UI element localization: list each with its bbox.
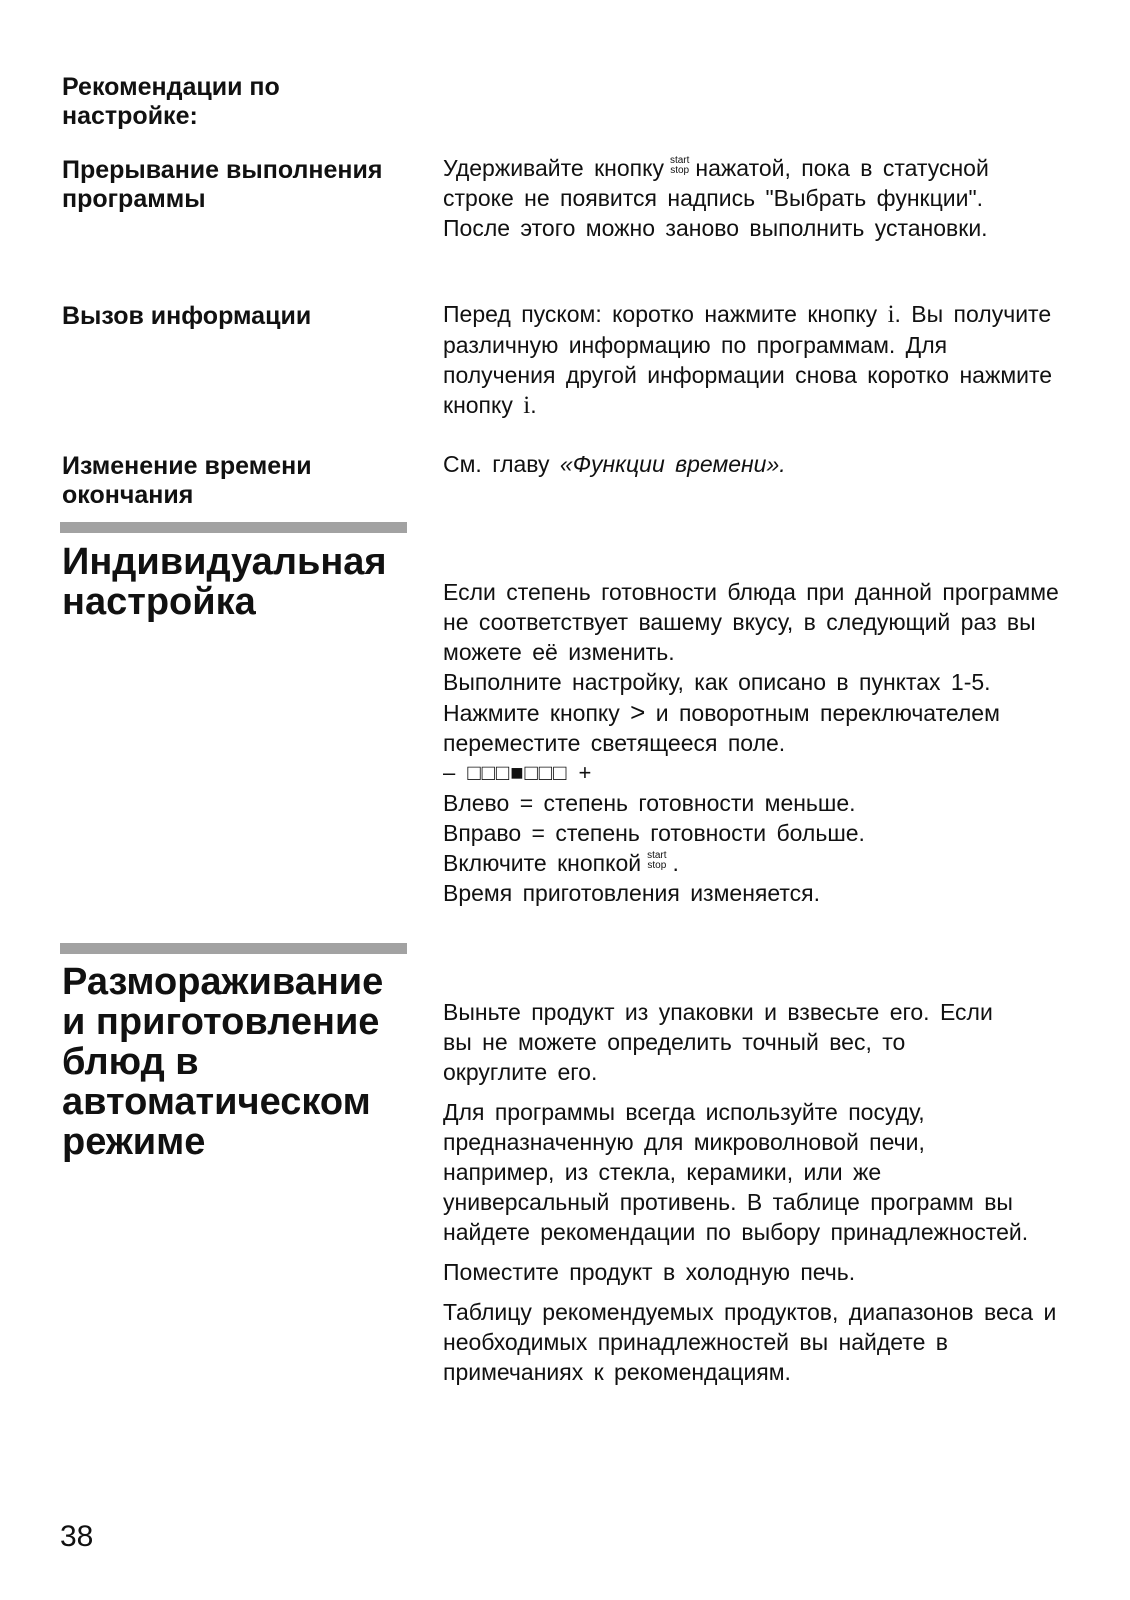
stop-label: stop bbox=[670, 165, 690, 176]
settings-recommendations-heading: Рекомендации по настройке: bbox=[62, 73, 280, 130]
defrost-auto-heading: Размораживание и приготовление блюд в автоматическом режиме bbox=[62, 961, 384, 1163]
page-number: 38 bbox=[60, 1520, 94, 1553]
individual-setting-body bbox=[443, 577, 1068, 908]
switch-on-text: Включите кнопкой bbox=[443, 850, 642, 876]
info-text-part3: . bbox=[530, 392, 537, 418]
section-divider-1 bbox=[60, 522, 407, 533]
individual-step-reference: Выполните настройку, как описано в пунктах 1-5. bbox=[443, 669, 991, 695]
defrost-weigh-text: Выньте продукт из упаковки и взвесьте его. Если вы не можете определить точный вес, то округлите его. bbox=[443, 999, 993, 1085]
time-functions-chapter-reference: «Функции времени». bbox=[559, 451, 786, 477]
start-stop-key-icon-2 bbox=[647, 851, 666, 871]
endtime-text-part1: См. главу bbox=[443, 451, 550, 477]
interrupt-text-part1: Удерживайте кнопку bbox=[443, 155, 664, 181]
start-stop-key-icon bbox=[670, 156, 689, 176]
defrost-table-reference: Таблицу рекомендуемых продуктов, диапазонов веса и необходимых принадлежностей вы найдете в примечаниях к рекомендациям. bbox=[443, 1299, 1057, 1385]
doneness-left: Влево = степень готовности меньше. bbox=[443, 790, 856, 816]
press-arrow-text-b: и поворотным переключателем переместите светящееся поле. bbox=[443, 700, 1000, 756]
press-arrow-text-a: Нажмите кнопку bbox=[443, 700, 620, 726]
interrupt-text-part2: нажатой, пока в статусной строке не появится надпись "Выбрать функции". После этого можно заново выполнить установки. bbox=[443, 155, 989, 241]
info-text-part2: . Вы получите различную информацию по программам. Для получения другой информации снова коротко нажмите кнопку bbox=[443, 301, 1053, 418]
defrost-auto-body bbox=[443, 997, 1068, 1387]
doneness-right: Вправо = степень готовности больше. bbox=[443, 820, 865, 846]
section-divider-2 bbox=[60, 943, 407, 954]
defrost-cold-oven-text: Поместите продукт в холодную печь. bbox=[443, 1259, 856, 1285]
individual-setting-heading: Индивидуальная настройка bbox=[62, 541, 387, 623]
info-text-part1: Перед пуском: коротко нажмите кнопку bbox=[443, 301, 878, 327]
arrow-key-icon: > bbox=[630, 697, 646, 727]
interrupt-program-heading: Прерывание выполнения программы bbox=[62, 156, 383, 213]
stop-label-2: stop bbox=[647, 860, 667, 871]
change-end-time-text bbox=[443, 449, 1053, 479]
change-end-time-heading: Изменение времени окончания bbox=[62, 452, 312, 509]
info-key-icon: i bbox=[887, 301, 895, 328]
interrupt-program-text bbox=[443, 153, 1053, 243]
individual-intro: Если степень готовности блюда при данной программе не соответствует вашему вкусу, в следующий раз вы можете её изменить. bbox=[443, 579, 1059, 665]
cook-time-changes: Время приготовления изменяется. bbox=[443, 880, 821, 906]
start-label-2: start bbox=[647, 850, 667, 861]
info-key-icon-2: i bbox=[523, 392, 531, 419]
call-info-text bbox=[443, 299, 1053, 421]
call-info-heading: Вызов информации bbox=[62, 302, 312, 330]
defrost-cookware-text: Для программы всегда используйте посуду, предназначенную для микроволновой печи, например, из стекла, керамики, или же универсальный противень. В таблице программ вы найдете рекомендации по выбору принадлежностей. bbox=[443, 1099, 1029, 1245]
start-label: start bbox=[669, 155, 690, 166]
switch-on-end: . bbox=[672, 850, 679, 876]
doneness-scale: – □□□■□□□ + bbox=[443, 760, 593, 785]
individual-press-arrow bbox=[443, 697, 1068, 758]
switch-on-with-start bbox=[443, 848, 1068, 878]
